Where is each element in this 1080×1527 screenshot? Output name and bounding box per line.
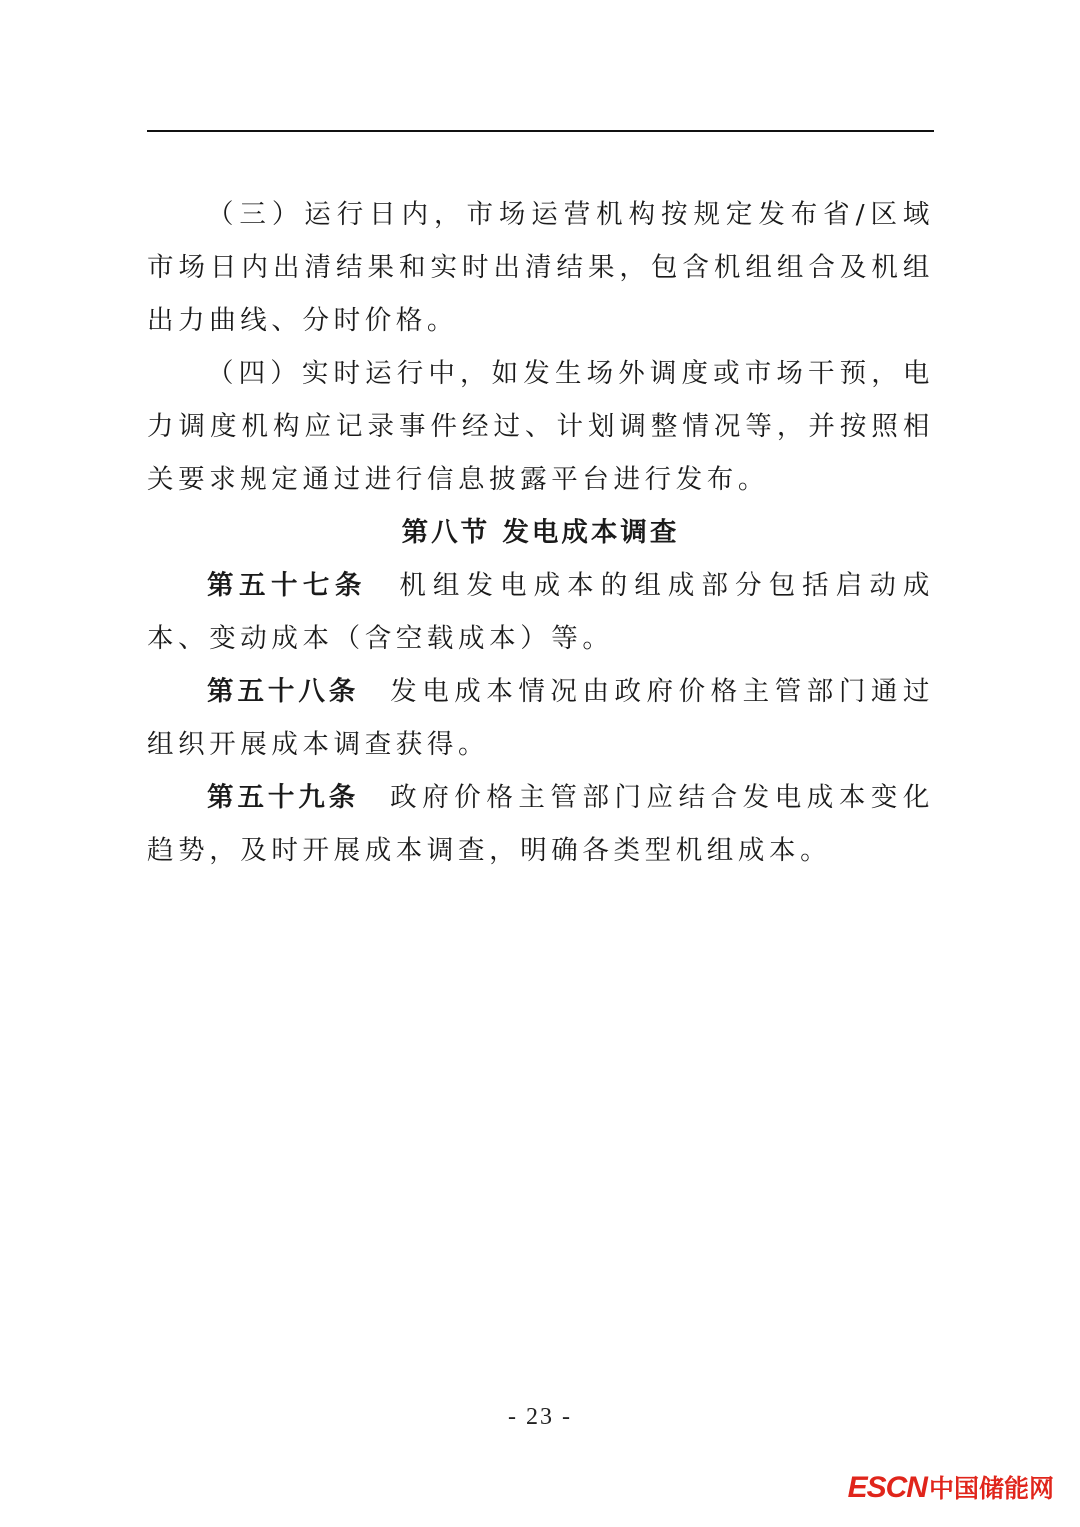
article-59: [147, 771, 934, 877]
document-body: [147, 188, 934, 877]
article-59-label: 第五十九条: [207, 782, 360, 813]
article-57: [147, 559, 934, 665]
article-58-label: 第五十八条: [207, 676, 360, 707]
header-rule: [147, 130, 934, 132]
watermark-latin: ESCN: [847, 1471, 927, 1504]
paragraph-item-3: （三）运行日内，市场运营机构按规定发布省/区域市场日内出清结果和实时出清结果，包含机组组合及机组出力曲线、分时价格。: [147, 199, 934, 336]
escn-watermark-logo: [848, 1469, 1054, 1505]
article-57-text: 机组发电成本的组成部分包括启动成本、变动成本（含空载成本）等。: [147, 570, 934, 654]
article-58: [147, 665, 934, 771]
watermark-cjk: 中国储能网: [928, 1474, 1054, 1503]
paragraph-item-4: （四）实时运行中，如发生场外调度或市场干预，电力调度机构应记录事件经过、计划调整情况等，并按照相关要求规定通过进行信息披露平台进行发布。: [147, 358, 934, 495]
article-57-label: 第五十七条: [207, 570, 367, 601]
article-59-text: 政府价格主管部门应结合发电成本变化趋势，及时开展成本调查，明确各类型机组成本。: [147, 782, 935, 866]
page-number: - 23 -: [508, 1404, 572, 1430]
article-58-text: 发电成本情况由政府价格主管部门通过组织开展成本调查获得。: [147, 676, 935, 760]
section-heading: 第八节 发电成本调查: [401, 517, 680, 548]
